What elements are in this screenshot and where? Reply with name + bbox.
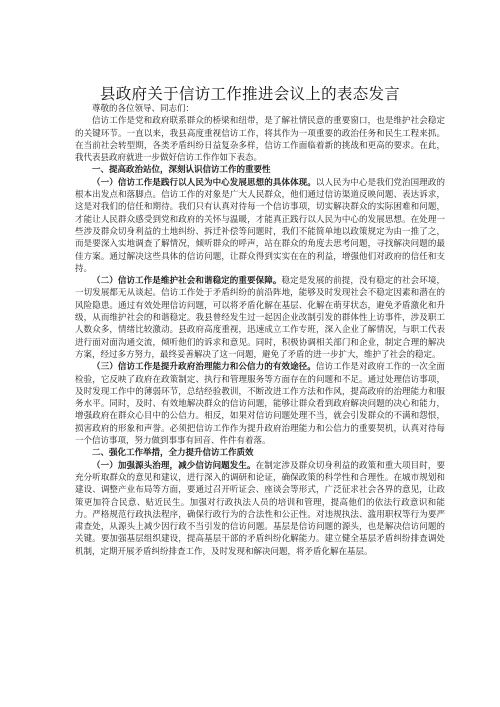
section-1-paragraph-3-lead: （三）信访工作是提升政府治理能力和公信力的有效途径。 bbox=[92, 362, 316, 373]
section-1-paragraph-2-body: 稳定是发展的前提，没有稳定的社会环境，一切发展都无从谈起。信访工作处于矛盾纠纷的前沿阵地，能够及时发现社会不稳定因素和潜在的风险隐患。通过有效处理信访问题，可以将矛盾化解在基层、化解在萌芽状态，避免矛盾激化和升级，从而维护社会的和谐稳定。我县曾经发生过一起因企业改制引发的群体性上访事件，涉及职工人数众多，情绪比较激动。县政府高度重视，迅速成立工作专班，深入企业了解情况，与职工代表进行面对面沟通交流，倾听他们的诉求和意见。同时，积极协调相关部门和企业，制定合理的解决方案，经过多方努力，最终妥善解决了这一问题，避免了矛盾的进一步扩大，维护了社会的稳定。 bbox=[75, 276, 445, 360]
salutation: 尊敬的各位领导、同志们： bbox=[92, 104, 195, 114]
section-1-heading: 一、提高政治站位，深刻认识信访工作的重要性 bbox=[92, 165, 271, 176]
section-2-heading: 二、强化工作举措，全力提升信访工作质效 bbox=[92, 448, 254, 459]
document-title: 县政府关于信访工作推进会议上的表态发言 bbox=[99, 85, 401, 103]
section-1-paragraph-1-body: 以人民为中心是我们党治国理政的根本出发点和落脚点。信访工作的对象是广大人民群众，他们通过信访渠道反映问题、表达诉求，这是对我们的信任和期待。我们只有认真对待每一个信访事项，切实解决群众的实际困难和问题，才能让人民群众感受到党和政府的关怀与温暖，才能真正践行以人民为中心的发展思想。在处理一些涉及群众切身利益的土地纠纷、拆迁补偿等问题时，我们不能简单地以政策规定为由一推了之，而是要深入实地调查了解情况，倾听群众的呼声，站在群众的角度去思考问题，寻找解决问题的最佳方案。通过解决这些具体的信访问题，让群众得到实实在在的利益，增强他们对政府的信任和支持。 bbox=[75, 177, 445, 274]
section-2-paragraph-1-body: 在制定涉及群众切身利益的政策和重大项目时，要充分听取群众的意见和建议，进行深入的调研和论证，确保政策的科学性和合理性。在城市规划和建设、调整产业布局等方面，要通过召开听证会、座谈会等形式，广泛征求社会各界的意见，让政策更加符合民意、贴近民生。加强对行政执法人员的培训和管理，提高他们的依法行政意识和能力。严格规范行政执法程序，确保行政行为的合法性和公正性。对违规执法、滥用职权等行为要严肃查处，从源头上减少因行政不当引发的信访问题。基层是信访问题的源头，也是解决信访问题的关键。要加强基层组织建设，提高基层干部的矛盾纠纷化解能力。建立健全基层矛盾纠纷排查调处机制，定期开展矛盾纠纷排查工作，及时发现和解决问题，将矛盾化解在基层。 bbox=[75, 460, 445, 557]
section-1-paragraph-1-lead: （一）信访工作是践行以人民为中心发展思想的具体体现。 bbox=[92, 177, 316, 188]
section-1-paragraph-3 bbox=[75, 361, 445, 447]
document-body bbox=[75, 103, 445, 558]
section-2-paragraph-1-lead: （一）加强源头治理，减少信访问题发生。 bbox=[92, 460, 256, 471]
section-1-paragraph-3-body: 信访工作是对政府工作的一次全面检验，它反映了政府在政策制定、执行和管理服务等方面存在的问题和不足。通过处理信访事项，及时发现工作中的薄弱环节，总结经验教训，不断改进工作方法和作风，提高政府的治理能力和服务水平。同时，及时、有效地解决群众的信访问题，能够让群众看到政府解决问题的决心和能力，增强政府在群众心目中的公信力。相反，如果对信访问题处理不当，就会引发群众的不满和怨恨，损害政府的形象和声誉。必须把信访工作作为提升政府治理能力和公信力的重要契机，认真对待每一个信访事项，努力做到事事有回音、件件有着落。 bbox=[75, 362, 445, 447]
section-1-paragraph-2-lead: （二）信访工作是维护社会和谐稳定的重要保障。 bbox=[92, 276, 282, 287]
section-2-paragraph-1 bbox=[75, 460, 445, 558]
section-1-paragraph-1 bbox=[75, 177, 445, 275]
intro-paragraph: 信访工作是党和政府联系群众的桥梁和纽带，是了解社情民意的重要窗口，也是维护社会稳定的关键环节。一直以来，我县高度重视信访工作，将其作为一项重要的政治任务和民生工程来抓。在当前社会转型期，各类矛盾纠纷日益复杂多样，信访工作面临着新的挑战和更高的要求。在此，我代表县政府就进一步做好信访工作作如下表态。 bbox=[75, 116, 445, 164]
section-1-paragraph-2 bbox=[75, 275, 445, 361]
